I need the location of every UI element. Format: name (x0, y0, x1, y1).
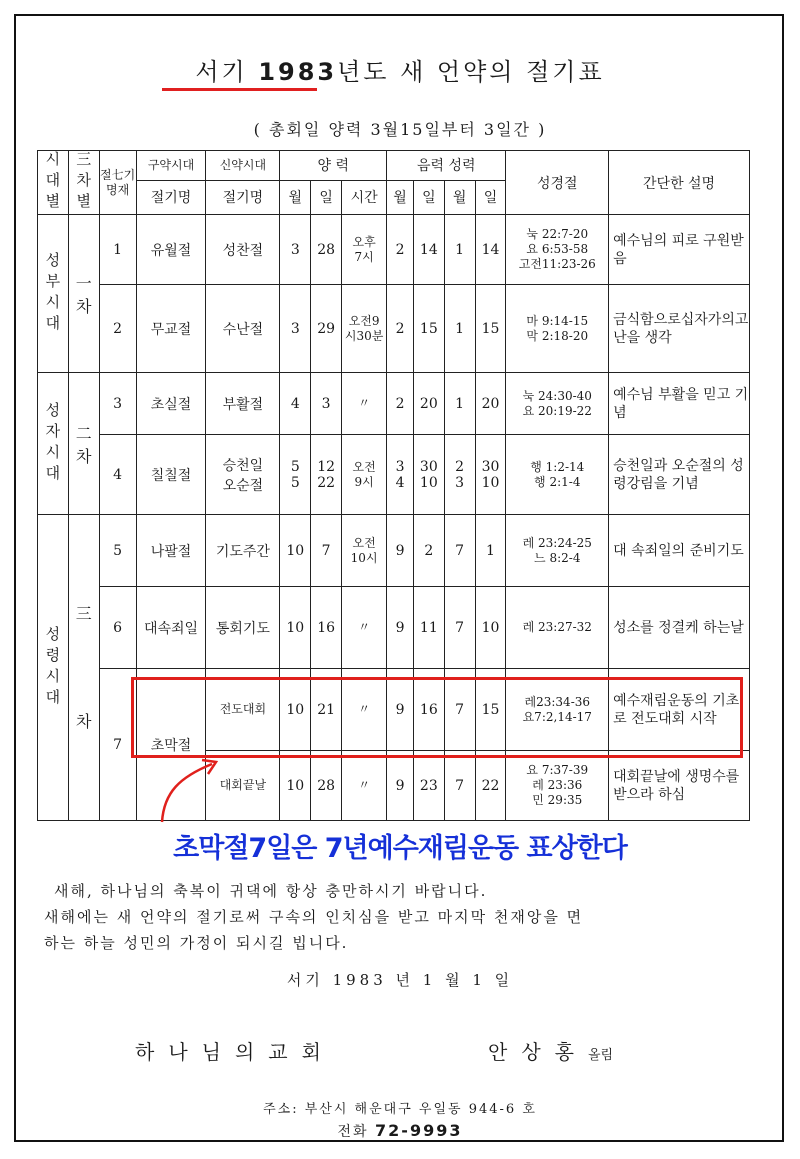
red-arrow-icon (150, 752, 230, 832)
sacred-day: 1 (475, 515, 506, 587)
desc-cell: 예수님 부활을 믿고 기념 (609, 373, 750, 435)
solar-time: 〃 (342, 373, 387, 435)
lunar-month: 2 (387, 285, 414, 373)
lunar-month: 9 (387, 669, 414, 751)
new-festival: 전도대회 (206, 669, 280, 751)
issue-date: 서기 1983 년 1 월 1 일 (286, 971, 514, 989)
lunar-month: 9 (387, 587, 414, 669)
solar-day: 21 (311, 669, 342, 751)
order-cell: 二 차 (68, 373, 99, 515)
new-festival: 기도주간 (206, 515, 280, 587)
order-cell: 一 차 (68, 215, 99, 373)
header-era: 시대별 (38, 151, 69, 215)
desc-cell: 승천일과 오순절의 성령강림을 기념 (609, 435, 750, 515)
num-cell: 6 (99, 587, 136, 669)
desc-cell: 예수님의 피로 구원받음 (609, 215, 750, 285)
lunar-day: 23 (413, 751, 444, 821)
sacred-month: 2 3 (444, 435, 475, 515)
solar-day: 29 (311, 285, 342, 373)
header-sacred-day: 일 (475, 180, 506, 214)
header-verse: 성경절 (506, 151, 609, 215)
title-suffix: 년도 새 언약의 절기표 (337, 58, 605, 86)
sacred-day: 20 (475, 373, 506, 435)
address: 주소: 부산시 해운대구 우일동 944-6 호 (263, 1102, 537, 1117)
solar-time: 오전9 시30분 (342, 285, 387, 373)
order-cell: 三 차 (68, 515, 99, 821)
header-solar: 양 력 (280, 151, 387, 181)
verse-cell: 눅 22:7-20 요 6:53-58 고전11:23-26 (506, 215, 609, 285)
num-cell: 5 (99, 515, 136, 587)
solar-month: 10 (280, 669, 311, 751)
sacred-month: 1 (444, 285, 475, 373)
solar-time: 〃 (342, 751, 387, 821)
desc-cell: 예수재림운동의 기초로 전도대회 시작 (609, 669, 750, 751)
sacred-month: 7 (444, 587, 475, 669)
lunar-month: 3 4 (387, 435, 414, 515)
verse-cell: 레 23:27-32 (506, 587, 609, 669)
new-festival: 수난절 (206, 285, 280, 373)
new-festival: 승천일 오순절 (206, 435, 280, 515)
sacred-month: 7 (444, 751, 475, 821)
sacred-month: 1 (444, 215, 475, 285)
lunar-month: 2 (387, 373, 414, 435)
sacred-day: 14 (475, 215, 506, 285)
lunar-day: 14 (413, 215, 444, 285)
sacred-day: 10 (475, 587, 506, 669)
solar-month: 10 (280, 515, 311, 587)
message-line-3: 하는 하늘 성민의 가정이 되시길 빕니다. (44, 934, 349, 952)
sacred-day: 22 (475, 751, 506, 821)
header-desc: 간단한 설명 (609, 151, 750, 215)
verse-cell: 레 23:24-25 느 8:2-4 (506, 515, 609, 587)
header-solar-day: 일 (311, 180, 342, 214)
num-cell: 7 (99, 669, 136, 821)
num-cell: 3 (99, 373, 136, 435)
signature-name (488, 1036, 613, 1065)
header-order: 三차별 (68, 151, 99, 215)
solar-month: 5 5 (280, 435, 311, 515)
festival-table (37, 150, 750, 821)
header-num: 절七기명재 (99, 151, 136, 215)
header-sacred-month: 월 (444, 180, 475, 214)
header-new-era: 신약시대 (206, 151, 280, 181)
table-row (38, 285, 750, 373)
solar-time: 오후 7시 (342, 215, 387, 285)
message-line-1: 새해, 하나님의 축복이 귀댁에 항상 충만하시기 바랍니다. (54, 882, 488, 900)
church-name: 하나님의교회 (135, 1040, 335, 1064)
solar-month: 4 (280, 373, 311, 435)
page-title (0, 52, 800, 87)
desc-cell: 대회끝날에 생명수를 받으라 하심 (609, 751, 750, 821)
verse-cell: 요 7:37-39 레 23:36 민 29:35 (506, 751, 609, 821)
header-row-1 (38, 151, 750, 181)
lunar-month: 9 (387, 515, 414, 587)
solar-day: 16 (311, 587, 342, 669)
header-lunar-day: 일 (413, 180, 444, 214)
solar-month: 10 (280, 587, 311, 669)
old-festival: 칠칠절 (136, 435, 206, 515)
table-row (38, 215, 750, 285)
lunar-month: 2 (387, 215, 414, 285)
solar-time: 오전 10시 (342, 515, 387, 587)
title-year: 1983 (258, 58, 338, 86)
new-festival: 부활절 (206, 373, 280, 435)
verse-cell: 눅 24:30-40 요 20:19-22 (506, 373, 609, 435)
desc-cell: 성소를 정결케 하는날 (609, 587, 750, 669)
solar-day: 7 (311, 515, 342, 587)
new-festival: 성찬절 (206, 215, 280, 285)
sacred-day: 30 10 (475, 435, 506, 515)
header-old-era: 구약시대 (136, 151, 206, 181)
sacred-month: 1 (444, 373, 475, 435)
era-cell: 성자시대 (38, 373, 69, 515)
lunar-month: 9 (387, 751, 414, 821)
old-festival: 초막절 (136, 669, 206, 821)
title-prefix: 서기 (195, 58, 259, 86)
solar-day: 12 22 (311, 435, 342, 515)
solar-time: 〃 (342, 669, 387, 751)
header-old-name: 절기명 (136, 180, 206, 214)
old-festival: 나팔절 (136, 515, 206, 587)
table-row (38, 373, 750, 435)
table-row (38, 587, 750, 669)
new-festival: 대회끝날 (206, 751, 280, 821)
old-festival: 유월절 (136, 215, 206, 285)
header-solar-month: 월 (280, 180, 311, 214)
solar-day: 3 (311, 373, 342, 435)
sacred-day: 15 (475, 285, 506, 373)
lunar-day: 2 (413, 515, 444, 587)
old-festival: 대속죄일 (136, 587, 206, 669)
phone-label: 전화 (337, 1124, 369, 1140)
num-cell: 2 (99, 285, 136, 373)
header-lunar: 음력 성력 (387, 151, 506, 181)
table-row (38, 435, 750, 515)
phone-number: 72-9993 (375, 1121, 463, 1140)
lunar-day: 11 (413, 587, 444, 669)
num-cell: 4 (99, 435, 136, 515)
person-name: 안상홍 (488, 1040, 588, 1064)
title-underline (162, 88, 317, 91)
old-festival: 초실절 (136, 373, 206, 435)
sacred-month: 7 (444, 515, 475, 587)
header-new-name: 절기명 (206, 180, 280, 214)
desc-cell: 대 속죄일의 준비기도 (609, 515, 750, 587)
person-suffix: 올림 (587, 1048, 614, 1063)
message-line-2: 새해에는 새 언약의 절기로써 구속의 인치심을 받고 마지막 천재앙을 면 (44, 908, 584, 926)
old-festival: 무교절 (136, 285, 206, 373)
verse-cell: 마 9:14-15 막 2:18-20 (506, 285, 609, 373)
solar-month: 10 (280, 751, 311, 821)
solar-time: 오전 9시 (342, 435, 387, 515)
solar-day: 28 (311, 215, 342, 285)
lunar-day: 30 10 (413, 435, 444, 515)
lunar-day: 15 (413, 285, 444, 373)
verse-cell: 레23:34-36 요7:2,14-17 (506, 669, 609, 751)
lunar-day: 20 (413, 373, 444, 435)
header-solar-time: 시간 (342, 180, 387, 214)
era-cell: 성부시대 (38, 215, 69, 373)
sacred-month: 7 (444, 669, 475, 751)
desc-cell: 금식함으로십자가의고난을 생각 (609, 285, 750, 373)
solar-time: 〃 (342, 587, 387, 669)
phone (0, 1121, 800, 1141)
solar-month: 3 (280, 285, 311, 373)
solar-day: 28 (311, 751, 342, 821)
subtitle: ( 총회일 양력 3월15일부터 3일간 ) (253, 120, 547, 139)
num-cell: 1 (99, 215, 136, 285)
new-festival: 통회기도 (206, 587, 280, 669)
table-row (38, 515, 750, 587)
solar-month: 3 (280, 215, 311, 285)
verse-cell: 행 1:2-14 행 2:1-4 (506, 435, 609, 515)
annotation-banner: 초막절7일은 7년예수재림운동 표상한다 (173, 833, 627, 864)
lunar-day: 16 (413, 669, 444, 751)
table-row (38, 669, 750, 751)
sacred-day: 15 (475, 669, 506, 751)
header-lunar-month: 월 (387, 180, 414, 214)
era-cell: 성령시대 (38, 515, 69, 821)
